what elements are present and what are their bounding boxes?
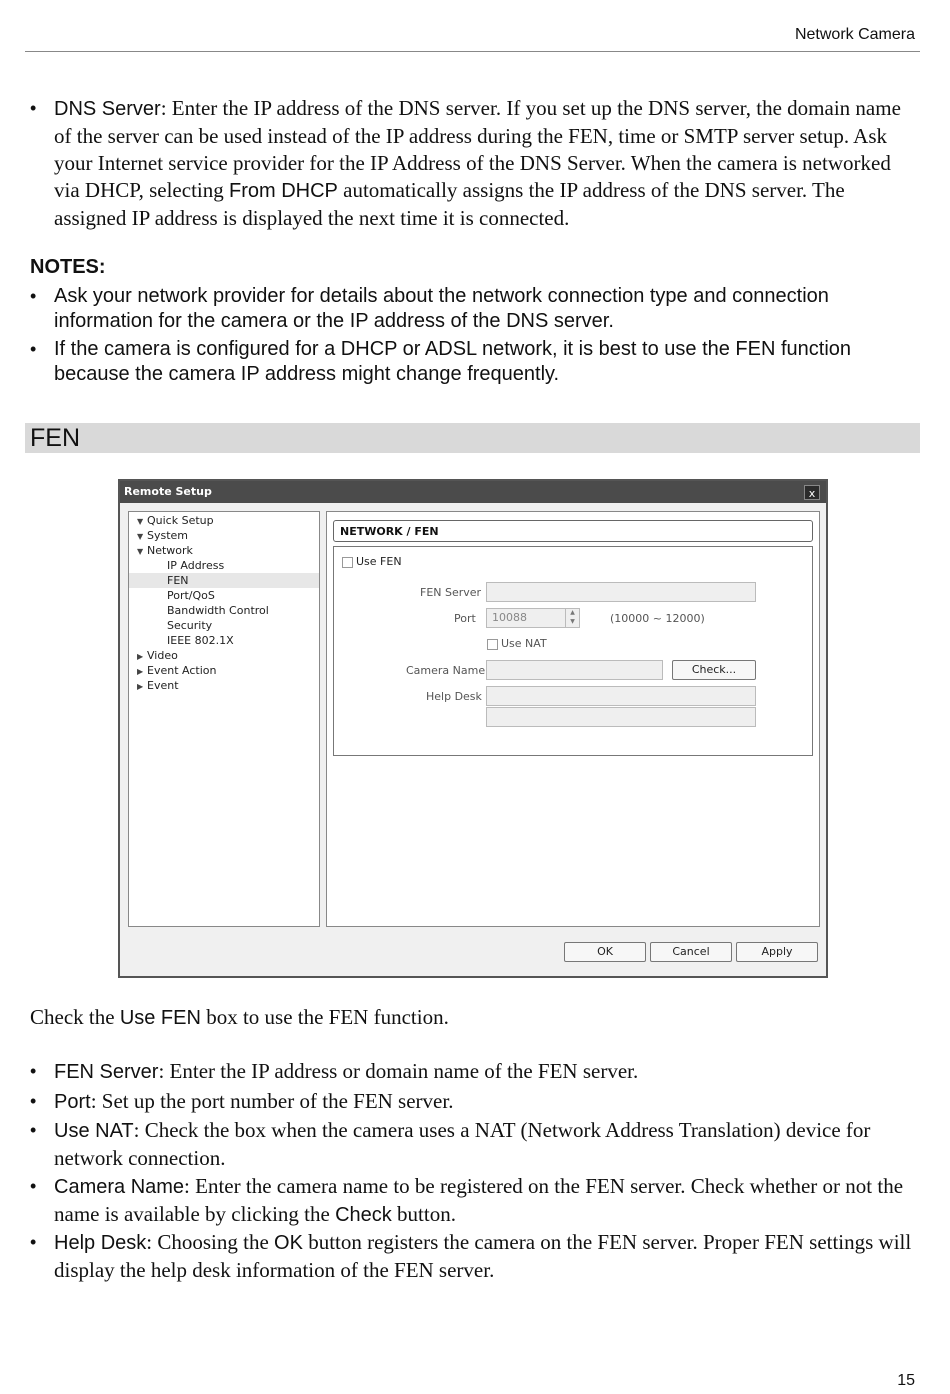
bullet: • [30, 339, 37, 359]
dns-server-term: DNS Server [54, 98, 161, 120]
help-desk-item: • Help Desk: Choosing the OK button registers the camera on the FEN server. Proper FEN settings will display the help desk information of the FEN server. [30, 1230, 912, 1282]
settings-panel [326, 511, 820, 927]
page-header-title: Network Camera [794, 26, 915, 43]
bullet: • [30, 1091, 37, 1111]
section-bar [25, 423, 920, 453]
spin-down-icon[interactable]: ▼ [570, 618, 575, 625]
bullet: • [30, 1176, 37, 1196]
remote-setup-window [118, 479, 828, 978]
help-desk-field-1 [486, 686, 756, 706]
check-term: Check [335, 1204, 392, 1226]
spinner [565, 608, 579, 628]
check-button[interactable]: Check... [672, 660, 756, 680]
notes-heading: NOTES: [30, 256, 106, 278]
tree-item-ieee-8021x[interactable]: IEEE 802.1X [167, 634, 234, 647]
bullet: • [30, 1232, 37, 1252]
header-rule [25, 51, 920, 52]
ok-button[interactable]: OK [564, 942, 646, 962]
use-fen-label: Use FEN [356, 555, 402, 568]
help-desk-label: Help Desk [426, 690, 482, 703]
note-item-1 [30, 284, 920, 334]
breadcrumb-label: NETWORK / FEN [340, 525, 439, 538]
spin-up-icon[interactable]: ▲ [570, 609, 575, 616]
use-fen-checkbox[interactable] [342, 557, 353, 568]
collapse-triangle-icon: ▼ [137, 532, 144, 541]
tree-item-event-action[interactable]: ▶ Event Action [137, 664, 217, 677]
dns-text-a: : Enter the IP address of the DNS server. If you set up the DNS server, the domain name of the server can be used instead of the IP address during the FEN, time or SMTP server setup. Ask your Internet service provider for the IP Address of the DNS Server. When the camera is networked via DHCP, selecting [54, 96, 901, 202]
fen-server-term: FEN Server [54, 1061, 159, 1083]
close-icon[interactable]: x [804, 485, 820, 500]
port-term: Port [54, 1091, 91, 1113]
note-text-1: Ask your network provider for details about the network connection type and connection information for the camera or the IP address of the DNS server. [54, 285, 829, 332]
camera-name-term: Camera Name [54, 1176, 185, 1198]
cancel-button[interactable]: Cancel [650, 942, 732, 962]
tree-item-video[interactable]: ▶ Video [137, 649, 178, 662]
expand-triangle-icon: ▶ [137, 682, 144, 691]
fen-server-item: • FEN Server: Enter the IP address or domain name of the FEN server. [30, 1059, 639, 1083]
use-nat-item: • Use NAT: Check the box when the camera uses a NAT (Network Address Translation) device for network connection. [30, 1118, 871, 1170]
help-desk-field-2 [486, 707, 756, 727]
collapse-triangle-icon: ▼ [137, 547, 144, 556]
use-nat-term: Use NAT [54, 1120, 134, 1142]
port-range: (10000 ~ 12000) [610, 612, 705, 625]
window-titlebar [120, 481, 826, 503]
expand-triangle-icon: ▶ [137, 667, 144, 676]
camera-name-input[interactable] [486, 660, 663, 680]
bullet: • [30, 1061, 37, 1081]
dns-server-text [54, 95, 920, 232]
tree-item-network[interactable]: ▼ Network [137, 544, 193, 557]
port-stepper[interactable] [486, 608, 580, 628]
help-desk-term: Help Desk [54, 1232, 147, 1254]
tree-item-quick-setup[interactable]: ▼ Quick Setup [137, 514, 214, 527]
breadcrumb [333, 520, 813, 542]
tree-item-fen[interactable]: FEN [129, 573, 319, 588]
use-nat-label: Use NAT [501, 637, 547, 650]
fen-group-box [333, 546, 813, 756]
dns-server-item [30, 95, 920, 232]
note-item-2 [30, 337, 920, 387]
settings-tree [128, 511, 320, 927]
page-number: 15 [897, 1372, 915, 1389]
port-label: Port [454, 612, 476, 625]
tree-item-security[interactable]: Security [167, 619, 213, 632]
tree-item-ip-address[interactable]: IP Address [167, 559, 225, 572]
collapse-triangle-icon: ▼ [137, 517, 144, 526]
dns-text-b: automatically assigns the IP address of the DNS server. The assigned IP address is displayed the next time it is connected. [54, 178, 845, 230]
bullet: • [30, 286, 37, 306]
from-dhcp-term: From DHCP [228, 180, 338, 202]
tree-item-bandwidth-control[interactable]: Bandwidth Control [167, 604, 269, 617]
tree-item-system[interactable]: ▼ System [137, 529, 189, 542]
fen-server-label: FEN Server [420, 586, 482, 599]
note-text-2: If the camera is configured for a DHCP or ADSL network, it is best to use the FEN function because the camera IP address might change frequently. [54, 338, 852, 385]
use-nat-checkbox[interactable] [487, 639, 498, 650]
bullet: • [30, 1120, 37, 1140]
port-value: 10088 [492, 611, 527, 624]
section-title: FEN [30, 424, 80, 452]
bullet: • [30, 98, 37, 118]
tree-item-port-qos[interactable]: Port/QoS [167, 589, 215, 602]
window-title: Remote Setup [124, 485, 212, 498]
apply-button[interactable]: Apply [736, 942, 818, 962]
fen-server-input[interactable] [486, 582, 756, 602]
intro-line: Check the Use FEN box to use the FEN function. [30, 1005, 449, 1029]
ok-term: OK [274, 1232, 303, 1254]
use-fen-term: Use FEN [119, 1007, 201, 1029]
tree-item-event[interactable]: ▶ Event [137, 679, 179, 692]
camera-name-label: Camera Name [406, 664, 486, 677]
expand-triangle-icon: ▶ [137, 652, 144, 661]
port-item: • Port: Set up the port number of the FEN server. [30, 1089, 454, 1113]
camera-name-item: • Camera Name: Enter the camera name to be registered on the FEN server. Check whether or not the name is available by clicking the Check button. [30, 1174, 904, 1226]
